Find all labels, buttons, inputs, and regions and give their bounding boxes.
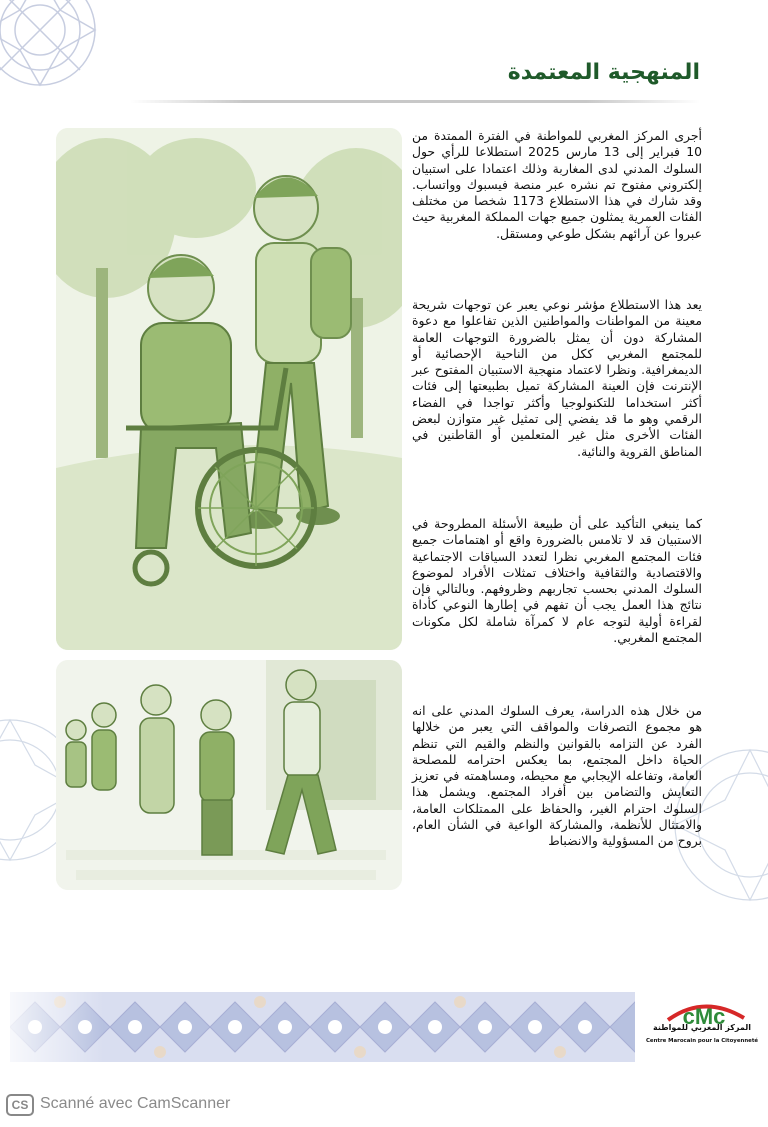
paragraph-questions-caveat xyxy=(412,516,702,646)
camscanner-text: Scanné avec CamScanner xyxy=(40,1095,231,1112)
camscanner-badge: CS xyxy=(6,1094,34,1116)
paragraph-text: كما ينبغي التأكيد على أن طبيعة الأسئلة المطروحة في الاستبيان قد لا تلامس بالضرورة واقع أو اهتمامات جميع فئات المجتمع المغربي نظرا لتعدد السياقات الاجتماعية والاقتصادية والثقافية واختلاف تمثلات الأفراد لموضوع السلوك المدني بحسب تجاربهم وظروفهم. وبالتالي فإن نتائج هذا العمل يجب أن تفهم في إطارها النوعي كأداة لقراءة أولية لتوجه عام لا كمرآة شاملة لكل مكونات المجتمع المغربي. xyxy=(412,516,702,646)
decorative-pattern-band xyxy=(10,992,635,1062)
paragraph-survey-limits xyxy=(412,297,702,460)
paragraph-text: من خلال هذه الدراسة، يعرف السلوك المدني على انه هو مجموع التصرفات والمواقف التي يعبر من خلالها الفرد عن التزامه بالقوانين والنظم والقيم التي تنظم الحياة داخل المجتمع، بما يعكس احترامه للمصلحة العامة، وتفاعله الإيجابي مع محيطه، ومساهمته في تعزيز التعايش والتضامن بين أفراد المجتمع. ويشمل هذا السلوك احترام الغير، والحفاظ على الممتلكات العامة، والامتثال للأنظمة، والمشاركة الواعية في الشأن العام، بروح من المسؤولية والانضباط xyxy=(412,703,702,849)
paragraph-survey-intro xyxy=(412,128,702,242)
corner-ornament-top-left xyxy=(0,0,150,120)
paragraph-text: أجرى المركز المغربي للمواطنة في الفترة الممتدة من 10 فبراير إلى 13 مارس 2025 استطلاعا للرأي حول السلوك المدني لدى المغاربة وذلك اعتمادا على استبيان إلكتروني مفتوح تم نشره عبر منصة فيسبوك وواتساب. وقد شارك في هذا الاستطلاع 1173 شخصا من مختلف الفئات العمرية يمثلون جميع جهات المملكة المغربية حيث عبروا عن آرائهم بشكل طوعي ومستقل. xyxy=(412,128,703,241)
paragraph-civic-definition xyxy=(412,703,702,850)
illustration-wheelchair xyxy=(56,128,402,650)
paragraph-text: يعد هذا الاستطلاع مؤشر نوعي يعبر عن توجهات شريحة معينة من المواطنات والمواطنين الذين تفاعلوا مع دعوة المشاركة دون أن يمثل بالضرورة التوجهات العامة للمجتمع المغربي ككل من الناحية الإحصائية أو الديمغرافية. ونظرا لاعتماد منهجية الاستبيان المفتوح عبر الإنترنت فإن العينة المشاركة تميل بطبيعتها إلى فئات أكثر استخداما للتكنولوجيا وأكثر تواجدا في الفضاء الرقمي وهو ما قد يفضي إلى تمثيل غير متوازن لبعض الفئات الأخرى مثل غير المتعلمين أو القاطنين في المناطق القروية والنائية. xyxy=(412,297,702,459)
svg-text:cMc: cMc xyxy=(682,1004,726,1029)
logo-name-french: Centre Marocain pour la Citoyenneté xyxy=(645,1038,759,1044)
logo-name-arabic: المركز المغربي للمواطنة xyxy=(652,1023,752,1032)
illustration-crossing xyxy=(56,660,402,890)
title-divider xyxy=(130,100,700,103)
page-title: المنهجية المعتمدة xyxy=(507,60,700,85)
